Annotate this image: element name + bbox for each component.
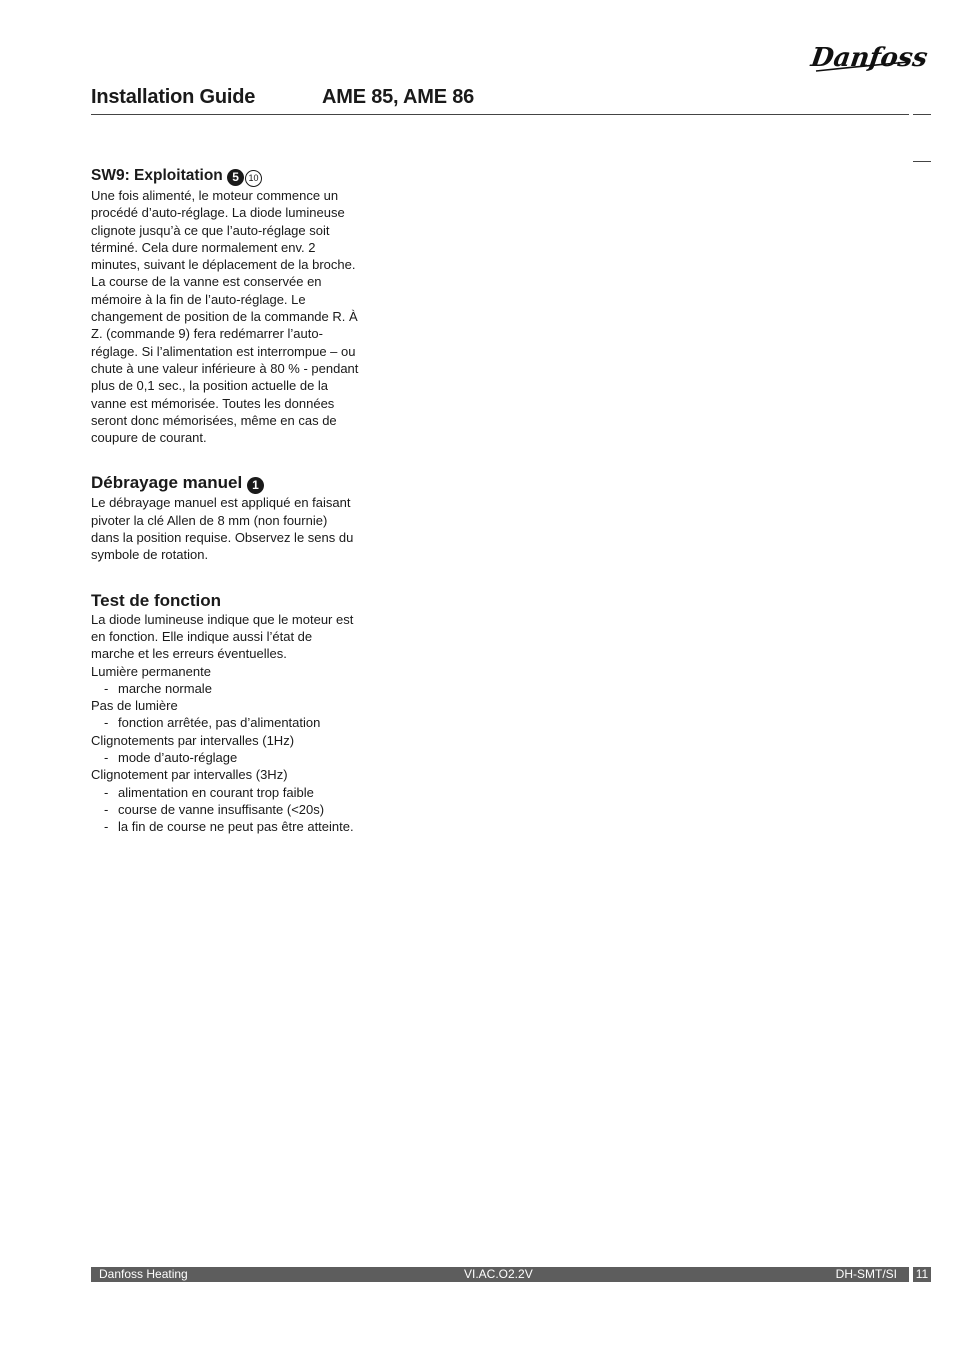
margin-mark-top — [913, 114, 931, 115]
danfoss-logo — [809, 38, 930, 76]
header-divider — [91, 114, 909, 115]
reference-badge-10: 10 — [245, 170, 262, 187]
section-heading — [91, 472, 359, 494]
led-state-label: Clignotements par intervalles (1Hz) — [91, 732, 295, 748]
list-item: - alimentation en courant trop faible — [91, 784, 359, 801]
list-item: - la fin de course ne peut pas être atteinte. — [91, 818, 359, 835]
product-name: AME 85, AME 86 — [322, 86, 475, 108]
reference-badge-1: 1 — [247, 477, 264, 494]
footer-division: DH-SMT/SI — [835, 1267, 897, 1281]
section-exploitation — [91, 166, 359, 446]
footer-bar — [91, 1267, 909, 1282]
list-item: - fonction arrêtée, pas d’alimentation — [91, 714, 359, 731]
section-heading — [91, 166, 359, 187]
footer-doc-code: VI.AC.O2.2V — [464, 1267, 533, 1281]
paragraph: La diode lumineuse indique que le moteur est en fonction. Elle indique aussi l’état de marche et les erreurs éventuelles. — [91, 611, 354, 662]
section-function-test — [91, 590, 359, 836]
svg-text:Danfoss: Danfoss — [809, 42, 930, 73]
guide-title: Installation Guide — [91, 86, 256, 108]
heading-text: Débrayage manuel — [91, 473, 243, 493]
margin-mark-bottom — [913, 161, 931, 162]
list-item: - marche normale — [91, 680, 359, 697]
reference-badge-5: 5 — [227, 169, 244, 186]
list-item: - mode d’auto-réglage — [91, 749, 359, 766]
list-item: - course de vanne insuffisante (<20s) — [91, 801, 359, 818]
section-manual-override — [91, 472, 359, 563]
led-state-label: Pas de lumière — [91, 698, 178, 714]
content-column — [91, 166, 359, 836]
paragraph: Le débrayage manuel est appliqué en faisant pivoter la clé Allen de 8 mm (non fournie) dans la position requise. Observez le sens du symbole de rotation. — [91, 495, 354, 563]
footer-company: Danfoss Heating — [99, 1267, 188, 1281]
section-heading: Test de fonction — [91, 590, 222, 610]
led-state-label: Lumière permanente — [91, 663, 211, 679]
paragraph: Une fois alimenté, le moteur commence un procédé d’auto-réglage. La diode lumineuse clignote jusqu’à ce que l’auto-réglage soit términé. Cela dure normalement env. 2 minutes, suivant le déplacement de la broche. La course de la vanne est conservée en mémoire à la fin de l’auto-réglage. Le changement de position de la commande R. À Z. (commande 9) fera redémarrer l’auto-réglage. Si l’alimentation est interrompue – ou chute à une valeur inférieure à 80 % - pendant plus de 0,1 sec., la position actuelle de la vanne est mémorisée. Toutes les données seront donc mémorisées, même en cas de coupure de courant. — [91, 188, 359, 446]
page-number: 11 — [913, 1267, 931, 1282]
heading-text: SW9: Exploitation — [91, 167, 223, 184]
led-state-label: Clignotement par intervalles (3Hz) — [91, 767, 288, 783]
